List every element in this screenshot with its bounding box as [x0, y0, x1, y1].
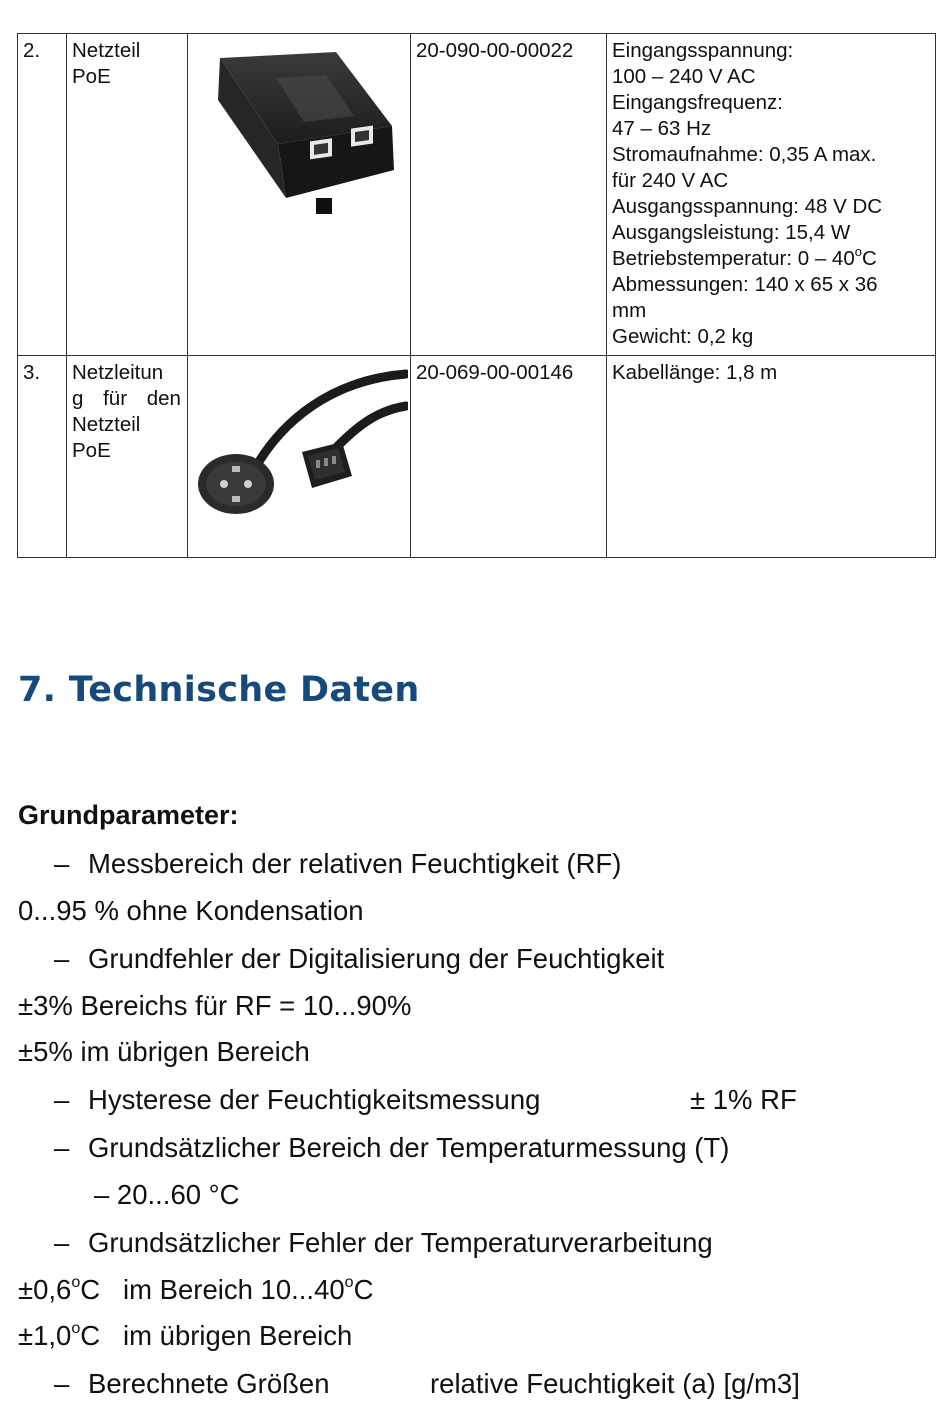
- dash-bullet: –: [54, 1084, 70, 1115]
- dash-bullet: –: [54, 943, 70, 974]
- operating-temperature: Betriebstemperatur: 0 – 40$^o$C: [612, 244, 877, 270]
- poe-power-supply-image: [206, 48, 396, 218]
- table-row: [18, 34, 936, 356]
- param-value: ±5% im übrigen Bereich: [18, 1036, 310, 1067]
- power-cable-image: [192, 360, 408, 530]
- param-value: – 20...60 °C: [94, 1179, 240, 1210]
- table-row: [18, 356, 936, 558]
- parts-table: [17, 33, 936, 558]
- row-number: 2.: [18, 34, 67, 356]
- section-title: 7. Technische Daten: [18, 670, 420, 710]
- name-justified-line: g für den: [72, 387, 181, 410]
- item-name: Netzteil PoE: [67, 34, 188, 356]
- spec-list: Eingangsspannung: 100 – 240 V AC Eingangsfrequenz: 47 – 63 Hz Stromaufnahme: 0,35 A max. für 240 V AC Ausgangsspannung: 48 V DC Ausgangsleistung: 15,4 W Betriebstemperatur: 0 – 40$^o$C Abmessungen: 140 x 65 x 36 mm Gewicht: 0,2 kg: [607, 34, 936, 356]
- item-image-cell: [188, 34, 411, 356]
- dash-bullet: –: [54, 1368, 70, 1399]
- item-name: Netzleitun g für den Netzteil PoE: [67, 356, 188, 558]
- dash-bullet: –: [54, 1227, 70, 1258]
- param-value: $\pm 0,6^oC$ im Bereich 10...40$^o$C: [18, 1274, 374, 1305]
- section-subtitle: Grundparameter:: [18, 800, 239, 830]
- dash-bullet: –: [54, 1132, 70, 1163]
- spec-list: Kabellänge: 1,8 m: [607, 356, 936, 558]
- part-code: 20-090-00-00022: [411, 34, 607, 356]
- param-value: 0...95 % ohne Kondensation: [18, 895, 364, 926]
- row-number: 3.: [18, 356, 67, 558]
- param-value: $\pm 1,0^oC$ im übrigen Bereich: [18, 1320, 353, 1351]
- part-code: 20-069-00-00146: [411, 356, 607, 558]
- calculated-quantity: relative Feuchtigkeit (a) [g/m3]: [430, 1368, 800, 1399]
- hysteresis-value: ± 1% RF: [690, 1084, 797, 1115]
- param-value: ±3% Bereichs für RF = 10...90%: [18, 990, 412, 1021]
- dash-bullet: –: [54, 848, 70, 879]
- item-image-cell: [188, 356, 411, 558]
